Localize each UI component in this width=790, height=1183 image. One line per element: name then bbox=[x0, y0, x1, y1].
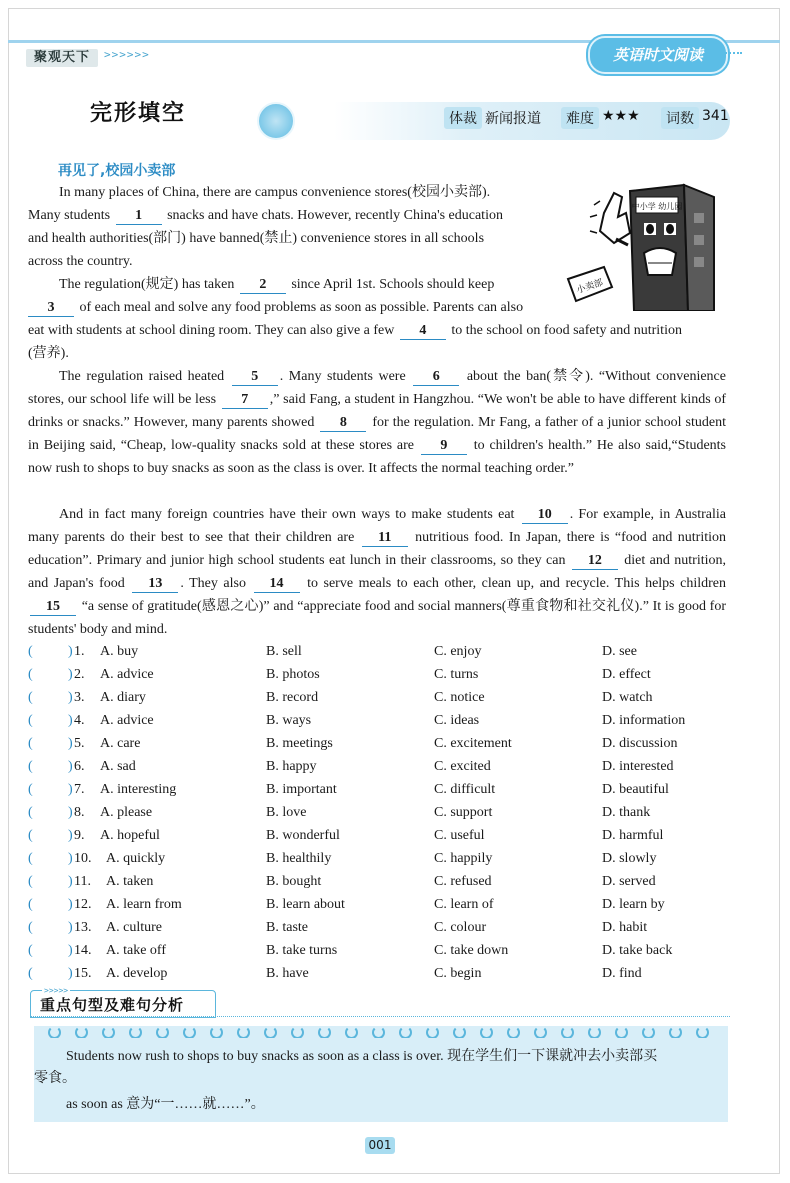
option-c[interactable]: C. enjoy bbox=[434, 644, 482, 659]
option-d[interactable]: D. thank bbox=[602, 805, 651, 820]
blank-7[interactable]: 7 bbox=[222, 392, 268, 409]
option-d[interactable]: D. interested bbox=[602, 759, 674, 774]
option-row: ( ) 15. A. develop B. have C. begin D. find bbox=[28, 962, 728, 985]
binder-rings bbox=[34, 1026, 728, 1038]
blank-14[interactable]: 14 bbox=[254, 576, 300, 593]
option-d[interactable]: D. harmful bbox=[602, 828, 664, 843]
option-row: ( ) 2. A. advice B. photos C. turns D. effect bbox=[28, 663, 728, 686]
option-a[interactable]: A. buy bbox=[100, 644, 139, 659]
header-left-label: 聚观天下 bbox=[26, 49, 98, 67]
option-d[interactable]: D. information bbox=[602, 713, 686, 728]
analysis-sentence-cont: 零食。 bbox=[34, 1071, 76, 1086]
option-b[interactable]: B. have bbox=[266, 966, 309, 981]
option-d[interactable]: D. served bbox=[602, 874, 656, 889]
option-a[interactable]: A. taken bbox=[106, 874, 154, 889]
logo-dots bbox=[722, 52, 742, 58]
blank-8[interactable]: 8 bbox=[320, 415, 366, 432]
option-row: ( ) 10. A. quickly B. healthily C. happily D. slowly bbox=[28, 847, 728, 870]
option-b[interactable]: B. take turns bbox=[266, 943, 338, 958]
blank-10[interactable]: 10 bbox=[522, 507, 568, 524]
option-a[interactable]: A. hopeful bbox=[100, 828, 160, 843]
option-row: ( ) 8. A. please B. love C. support D. thank bbox=[28, 801, 728, 824]
option-a[interactable]: A. culture bbox=[106, 920, 162, 935]
word-count-label: 词数 bbox=[661, 107, 699, 129]
word-count-value: 341 bbox=[702, 108, 729, 124]
option-row: ( ) 6. A. sad B. happy C. excited D. interested bbox=[28, 755, 728, 778]
option-b[interactable]: B. meetings bbox=[266, 736, 333, 751]
option-c[interactable]: C. notice bbox=[434, 690, 485, 705]
paragraph-2: The regulation(规定) has taken 2 since April 1st. Schools should keep 3 of each meal and solve any food problems as soon as possible. Parents can also eat with students at school dining room. They can also give a few 4 to the school on food safety and nutrition (营养). bbox=[28, 277, 682, 361]
option-row: ( ) 14. A. take off B. take turns C. take down D. take back bbox=[28, 939, 728, 962]
analysis-note: as soon as 意为“一……就……”。 bbox=[66, 1097, 265, 1112]
option-b[interactable]: B. ways bbox=[266, 713, 312, 728]
option-b[interactable]: B. love bbox=[266, 805, 307, 820]
blank-3[interactable]: 3 bbox=[28, 300, 74, 317]
option-d[interactable]: D. learn by bbox=[602, 897, 665, 912]
paragraph-1: In many places of China, there are campus convenience stores(校园小卖部). Many students 1 snacks and have chats. However, recently China's education and health authorities(部门) have banned(禁止) convenience stores in all schools across the country. bbox=[28, 185, 503, 269]
option-a[interactable]: A. take off bbox=[106, 943, 166, 958]
option-row: ( ) 3. A. diary B. record C. notice D. watch bbox=[28, 686, 728, 709]
option-b[interactable]: B. happy bbox=[266, 759, 317, 774]
analysis-title: 重点句型及难句分析 bbox=[40, 996, 185, 1014]
option-row: ( ) 1. A. buy B. sell C. enjoy D. see bbox=[28, 640, 728, 663]
cartoon-shop-text: 小卖部 bbox=[575, 278, 605, 296]
option-row: ( ) 13. A. culture B. taste C. colour D. habit bbox=[28, 916, 728, 939]
cartoon-sign-text: 中小学 幼儿园 bbox=[631, 202, 683, 211]
blank-2[interactable]: 2 bbox=[240, 277, 286, 294]
option-b[interactable]: B. sell bbox=[266, 644, 302, 659]
option-d[interactable]: D. find bbox=[602, 966, 642, 981]
page-number: 001 bbox=[365, 1137, 395, 1154]
option-d[interactable]: D. habit bbox=[602, 920, 648, 935]
blank-5[interactable]: 5 bbox=[232, 369, 278, 386]
option-b[interactable]: B. wonderful bbox=[266, 828, 340, 843]
option-c[interactable]: C. learn of bbox=[434, 897, 494, 912]
option-d[interactable]: D. beautiful bbox=[602, 782, 669, 797]
option-a[interactable]: A. advice bbox=[100, 667, 154, 682]
analysis-divider bbox=[30, 1016, 730, 1017]
option-a[interactable]: A. quickly bbox=[106, 851, 166, 866]
option-a[interactable]: A. advice bbox=[100, 713, 154, 728]
blank-11[interactable]: 11 bbox=[362, 530, 408, 547]
option-c[interactable]: C. take down bbox=[434, 943, 509, 958]
blank-15[interactable]: 15 bbox=[30, 599, 76, 616]
option-c[interactable]: C. support bbox=[434, 805, 493, 820]
option-c[interactable]: C. turns bbox=[434, 667, 479, 682]
analysis-sentence: Students now rush to shops to buy snacks as soon as a class is over. 现在学生们一下课就冲去小卖部买 bbox=[66, 1049, 658, 1064]
option-c[interactable]: C. ideas bbox=[434, 713, 480, 728]
option-a[interactable]: A. care bbox=[100, 736, 141, 751]
option-a[interactable]: A. diary bbox=[100, 690, 146, 705]
option-a[interactable]: A. please bbox=[100, 805, 153, 820]
analysis-arrows: >>>>> bbox=[44, 986, 69, 995]
option-b[interactable]: B. bought bbox=[266, 874, 322, 889]
option-row: ( ) 12. A. learn from B. learn about C. learn of D. learn by bbox=[28, 893, 728, 916]
option-a[interactable]: A. develop bbox=[106, 966, 168, 981]
option-d[interactable]: D. take back bbox=[602, 943, 673, 958]
option-a[interactable]: A. interesting bbox=[100, 782, 177, 797]
section-title: 完形填空 bbox=[90, 101, 187, 126]
option-b[interactable]: B. taste bbox=[266, 920, 308, 935]
blank-12[interactable]: 12 bbox=[572, 553, 618, 570]
option-c[interactable]: C. colour bbox=[434, 920, 487, 935]
option-row: ( ) 4. A. advice B. ways C. ideas D. information bbox=[28, 709, 728, 732]
passage-title: 再见了,校园小卖部 bbox=[58, 163, 176, 179]
difficulty-label: 难度 bbox=[561, 107, 599, 129]
option-c[interactable]: C. refused bbox=[434, 874, 492, 889]
header-arrows: >>>>>> bbox=[104, 48, 150, 61]
option-c[interactable]: C. happily bbox=[434, 851, 493, 866]
blank-6[interactable]: 6 bbox=[413, 369, 459, 386]
option-a[interactable]: A. sad bbox=[100, 759, 136, 774]
option-row: ( ) 11. A. taken B. bought C. refused D. served bbox=[28, 870, 728, 893]
option-row: ( ) 9. A. hopeful B. wonderful C. useful D. harmful bbox=[28, 824, 728, 847]
option-c[interactable]: C. difficult bbox=[434, 782, 496, 797]
option-b[interactable]: B. learn about bbox=[266, 897, 345, 912]
blank-1[interactable]: 1 bbox=[116, 208, 162, 225]
title-circle-icon bbox=[257, 102, 295, 140]
header-logo: 英语时文阅读 bbox=[588, 36, 728, 74]
option-b[interactable]: B. photos bbox=[266, 667, 320, 682]
genre-value: 新闻报道 bbox=[485, 111, 541, 127]
option-c[interactable]: C. excitement bbox=[434, 736, 512, 751]
option-b[interactable]: B. healthily bbox=[266, 851, 332, 866]
option-c[interactable]: C. excited bbox=[434, 759, 491, 774]
paragraph-4: And in fact many foreign countries have their own ways to make students eat 10 . For example, in Australia many parents do their best to see that their children are 11 nutritious food. In Japan, there is “food and nutrition education”. Primary and junior high school students eat lunch in their classrooms, so they can 12 diet and nutrition, and Japan's food 13 . They also 14 to serve meals to each other, clean up, and recycle. This helps children 15 “a sense of gratitude(感恩之心)” and “appreciate food and social manners(尊重食物和社交礼仪).” It is good for students' body and mind. bbox=[28, 507, 727, 637]
paragraph-3: The regulation raised heated 5 . Many students were 6 about the ban(禁令). “Without convenience stores, our school life will be less 7 ,” said Fang, a student in Hangzhou. “We won't be able to have different kinds of drinks or snacks.” However, many parents showed 8 for the regulation. Mr Fang, a father of a junior school student in Beijing said, “Cheap, low-quality snacks sold at these stores are 9 to children's health.” He also said,“Students now rush to shops to buy snacks as soon as the class is over. It affects the normal teaching order.” bbox=[28, 369, 726, 476]
blank-4[interactable]: 4 bbox=[400, 323, 446, 340]
option-d[interactable]: D. watch bbox=[602, 690, 653, 705]
blank-9[interactable]: 9 bbox=[421, 438, 467, 455]
option-d[interactable]: D. discussion bbox=[602, 736, 678, 751]
difficulty-stars: ★★★ bbox=[602, 108, 640, 124]
option-row: ( ) 5. A. care B. meetings C. excitement D. discussion bbox=[28, 732, 728, 755]
option-d[interactable]: D. see bbox=[602, 644, 637, 659]
option-c[interactable]: C. useful bbox=[434, 828, 485, 843]
option-c[interactable]: C. begin bbox=[434, 966, 482, 981]
genre-label: 体裁 bbox=[444, 107, 482, 129]
option-b[interactable]: B. important bbox=[266, 782, 337, 797]
option-b[interactable]: B. record bbox=[266, 690, 319, 705]
option-d[interactable]: D. effect bbox=[602, 667, 651, 682]
blank-13[interactable]: 13 bbox=[132, 576, 178, 593]
option-d[interactable]: D. slowly bbox=[602, 851, 657, 866]
option-a[interactable]: A. learn from bbox=[106, 897, 182, 912]
option-row: ( ) 7. A. interesting B. important C. difficult D. beautiful bbox=[28, 778, 728, 801]
